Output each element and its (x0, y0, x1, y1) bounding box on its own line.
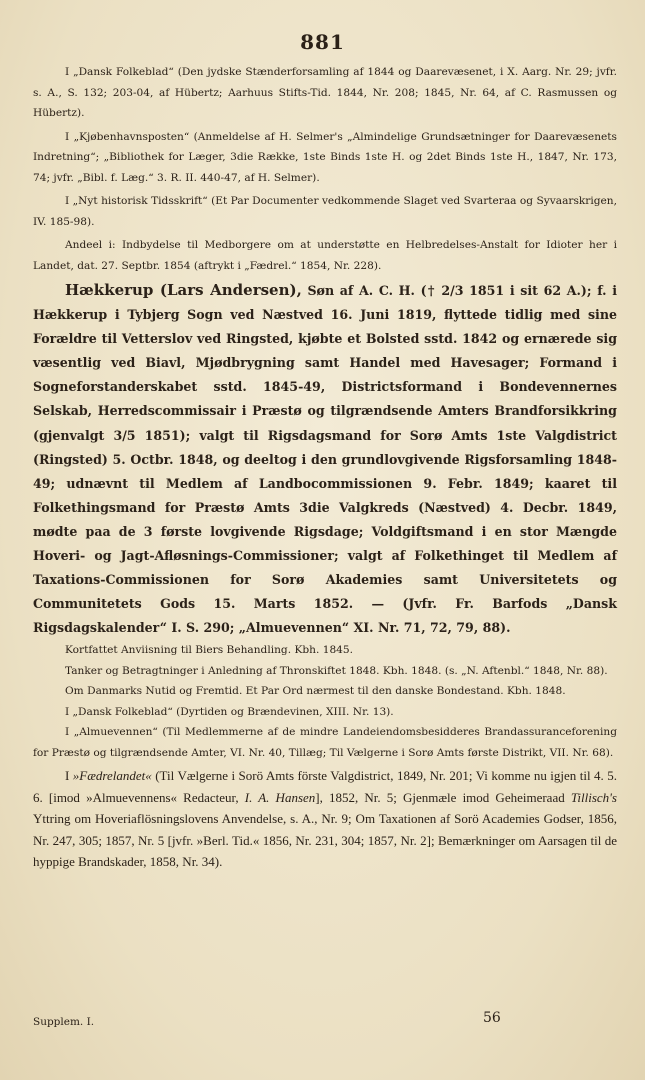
page-footer (33, 1010, 617, 1030)
latin-text-b: ], 1852, Nr. 5; Gjenmæle imod Geheimeraad (315, 789, 571, 805)
main-entry (33, 278, 617, 640)
latin-person: Tillisch's (570, 789, 617, 805)
page-number: 881 (300, 30, 345, 54)
latin-text-c: Yttring om Hoveriaflösningslovens Anvendelse, s. A., Nr. 9; Om Taxationen af Sorö Academies Godser, 1856, Nr. 247, 305; 1857, Nr. 5 [jvfr. »Berl. Tid.« 1856, Nr. 231, 304; 1857, Nr. 2]; Bemærkninger om Aarsagen til de hyppige Brandskader, 1858, Nr. 34). (33, 811, 617, 870)
latin-prefix: I (65, 768, 73, 784)
paragraph-faedrelandet (33, 765, 617, 873)
paragraph-andeel: Andeel i: Indbydelse til Medborgere om at understøtte en Helbredelses-Anstalt for Idioter her i Landet, dat. 27. Septbr. 1854 (aftrykt i „Fædrel.“ 1854, Nr. 228). (33, 239, 617, 272)
latin-title: »Fædrelandet« (72, 768, 152, 784)
signature-number: 56 (483, 1010, 501, 1026)
work-item: I „Dansk Folkeblad“ (Dyrtiden og Brændevinen, XIII. Nr. 13). (65, 705, 394, 718)
work-item: Om Danmarks Nutid og Fremtid. Et Par Ord nærmest til den danske Bondestand. Kbh. 1848. (65, 685, 566, 698)
paragraph-historisk-tidsskrift: I „Nyt historisk Tidsskrift“ (Et Par Documenter vedkommende Slaget ved Svarteraa og Syvaarskrigen, IV. 185-98). (33, 195, 617, 228)
entry-name: Hækkerup (Lars Andersen), (65, 281, 302, 299)
latin-editor: I. A. Hansen (244, 789, 316, 805)
signature-mark: Supplem. I. (33, 1016, 95, 1028)
entry-text: Søn af A. C. H. († 2/3 1851 i sit 62 A.); f. i Hækkerup i Tybjerg Sogn ved Næstved 16. Juni 1819, flyttede tidlig med sine Forældre til Vetterslov ved Ringsted, kjøbte et Bolsted sstd. 1842 og ernærede sig væsentlig ved Biavl, Mjødbrygning samt Handel med Havesager; Formand i Sogneforstanderskabet sstd. 1845-49, Districtsformand i Bondevennernes Selskab, Herredscommissair i Præstø og tilgrændsende Amters Brandforsikkring (gjenvalgt 3/5 1851); valgt til Rigsdagsmand for Sorø Amts 1ste Valgdistrict (Ringsted) 5. Octbr. 1848, og deeltog i den grundlovgivende Rigsforsamling 1848-49; udnævnt til Medlem af Landbocommissionen 9. Febr. 1849; kaaret til Folkethingsmand for Præstø Amts 3die Valgkreds (Næstved) 4. Decbr. 1849, mødte paa de 3 første lovgivende Rigsdage; Voldgiftsmand i en stor Mængde Hoveri- og Jagt-Afløsnings-Commissioner; valgt af Folkethinget til Medlem af Taxations-Commissionen for Sorø Akademies samt Universitetets og Communitetets Gods 15. Marts 1852. — (Jvfr. Fr. Barfods „Dansk Rigsdagskalender“ I. S. 290; „Almuevennen“ XI. Nr. 71, 72, 79, 88). (33, 283, 617, 636)
paragraph-kjobenhavnsposten: I „Kjøbenhavnsposten“ (Anmeldelse af H. Selmer's „Almindelige Grundsætninger for Daarevæsenets Indretning“; „Bibliothek for Læger, 3die Række, 1ste Binds 1ste H. og 2det Binds 1ste H., 1847, Nr. 173, 74; jvfr. „Bibl. f. Læg.“ 3. R. II. 440-47, af H. Selmer). (33, 130, 617, 184)
paragraph-folkeblad-1844: I „Dansk Folkeblad“ (Den jydske Stænderforsamling af 1844 og Daarevæsenet, i X. Aarg. Nr. 29; jvfr. s. A., S. 132; 203-04, af Hübertz; Aarhuus Stifts-Tid. 1844, Nr. 208; 1845, Nr. 64, af C. Rasmussen og Hübertz). (33, 66, 617, 119)
work-item: Kortfattet Anviisning til Biers Behandling. Kbh. 1845. (65, 644, 354, 657)
work-item: I „Almuevennen“ (Til Medlemmerne af de mindre Landeiendomsbesidderes Brandassuranceforening for Præstø og tilgrændsende Amter, VI. Nr. 40, Tillæg; Til Vælgerne i Sorø Amts første Distrikt, VII. Nr. 68). (33, 726, 617, 759)
work-item: Tanker og Betragtninger i Anledning af Thronskiftet 1848. Kbh. 1848. (s. „N. Aftenbl.“ 1848, Nr. 88). (65, 664, 608, 677)
page-body (33, 62, 617, 873)
latin-text-a: (Til Vælgerne i Sorö Amts förste Valgdistrict, 1849, Nr. 201; Vi komme nu igjen til 4. 5. 6. [imod »Almuevennens« Redacteur, (33, 768, 617, 805)
